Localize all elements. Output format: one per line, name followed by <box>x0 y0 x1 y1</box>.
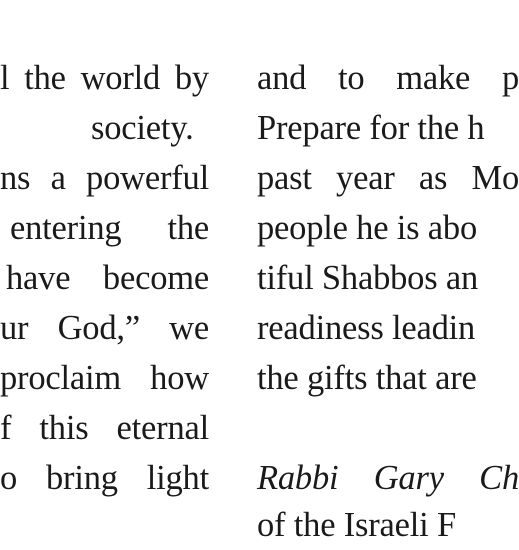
right-text-column <box>257 0 519 544</box>
text-line: l the world by <box>0 59 209 97</box>
text-line: past year as Mo <box>257 159 519 197</box>
text-line: o bring light <box>0 459 209 497</box>
text-line: ur God,” we <box>0 309 209 347</box>
left-text-column <box>0 0 212 512</box>
text-line: f this eternal <box>0 409 209 447</box>
text-line: readiness leadin <box>257 309 476 347</box>
author-byline: Rabbi Gary Ch <box>257 459 519 497</box>
text-line: have become <box>6 259 209 297</box>
text-line: people he is abo <box>257 209 478 247</box>
text-line: entering the <box>10 209 209 247</box>
text-line: society. <box>91 109 194 147</box>
text-line: tiful Shabbos an <box>257 259 479 297</box>
text-line: of the Israeli F <box>257 506 456 544</box>
text-line: the gifts that are <box>257 359 477 397</box>
text-line: and to make p <box>257 59 519 97</box>
text-line: Prepare for the h <box>257 109 485 147</box>
text-line: ns a powerful <box>0 159 209 197</box>
text-line: proclaim how <box>0 359 209 397</box>
